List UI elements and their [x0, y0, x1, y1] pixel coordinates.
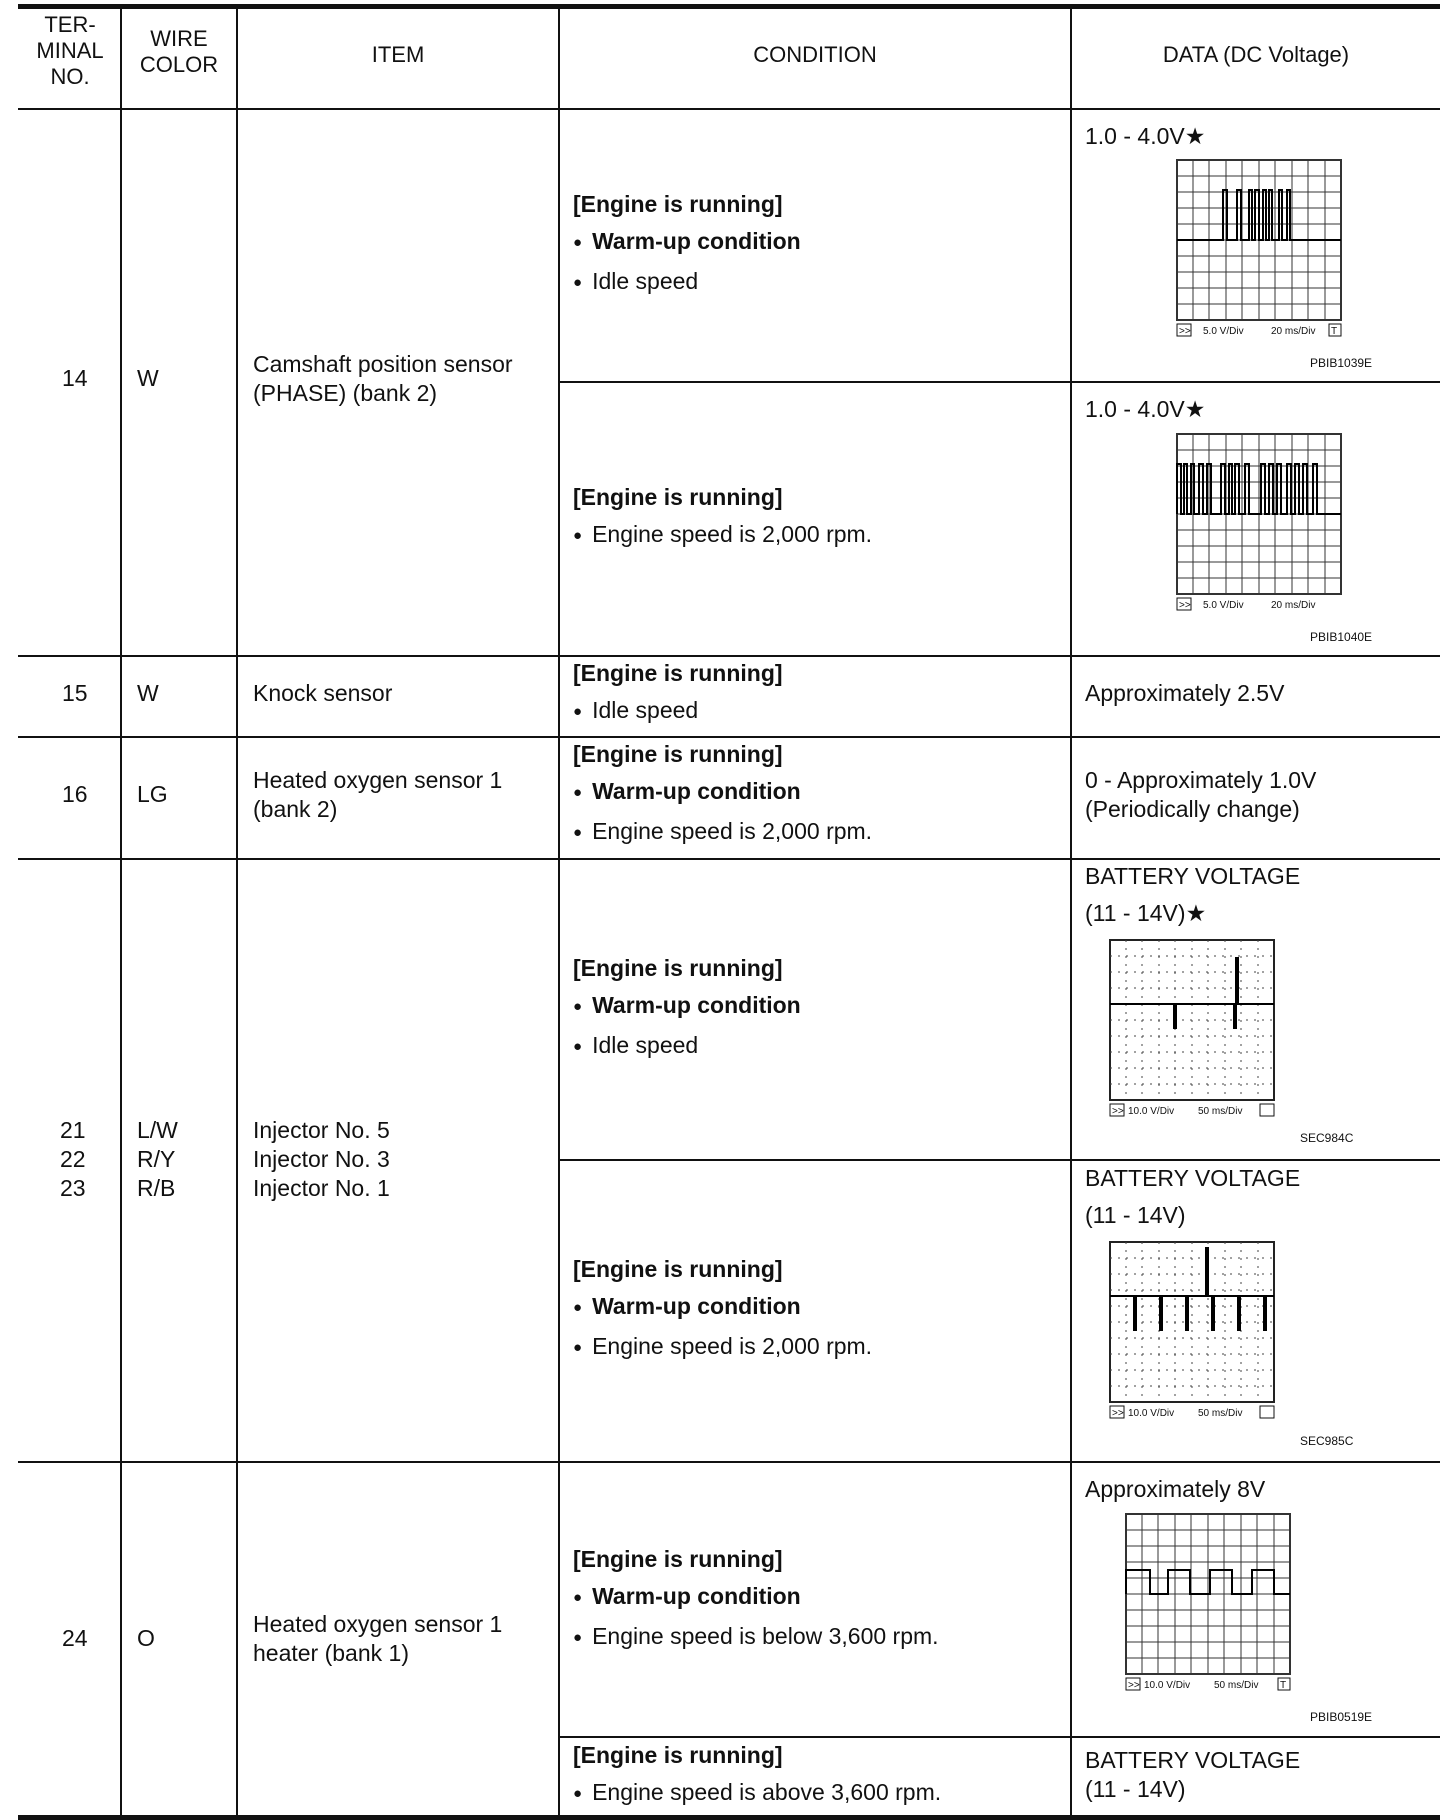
figure-code: SEC984C [1300, 1131, 1354, 1145]
condition: [Engine is running] ● Idle speed [573, 659, 783, 728]
scope-arrow: >> [1112, 1408, 1124, 1419]
figure-code: PBIB1039E [1310, 356, 1373, 370]
table-bottom-border [18, 1815, 1440, 1820]
figure-code: PBIB0519E [1310, 1710, 1373, 1724]
column-divider [236, 4, 238, 1818]
wire-color: O [137, 1625, 155, 1651]
item-name: Injector No. 5 Injector No. 3 Injector No. 1 [253, 1117, 390, 1201]
wire-color: LG [137, 781, 168, 807]
scope-arrow: >> [1128, 1680, 1140, 1691]
header-data: DATA (DC Voltage) [1162, 42, 1350, 67]
data-value: BATTERY VOLTAGE (11 - 14V) [1085, 1747, 1301, 1802]
oscilloscope-waveform [1124, 1512, 1294, 1692]
star-icon: ★ [1184, 123, 1206, 149]
row-divider [18, 655, 1440, 657]
header-wire-color: WIRE COLOR [139, 26, 219, 77]
data-value: BATTERY VOLTAGE (11 - 14V)★ [1085, 863, 1301, 926]
scope-arrow: >> [1112, 1106, 1124, 1117]
terminal-number: 16 [62, 781, 88, 807]
condition: [Engine is running] ● Engine speed is above 3,600 rpm. [573, 1741, 941, 1810]
row-divider [558, 1159, 1440, 1161]
data-value: 1.0 - 4.0V★ [1085, 123, 1206, 149]
oscilloscope-waveform [1175, 158, 1345, 338]
svg-text:10.0 V/Div: 10.0 V/Div [1128, 1408, 1175, 1419]
data-value: Approximately 2.5V [1085, 680, 1285, 706]
terminal-number: 14 [62, 365, 88, 391]
star-icon: ★ [1185, 900, 1207, 926]
data-value: Approximately 8V [1085, 1476, 1266, 1502]
scope-arrow: >> [1179, 600, 1191, 611]
wire-color: W [137, 365, 159, 391]
svg-text:50 ms/Div: 50 ms/Div [1198, 1106, 1243, 1117]
svg-text:20 ms/Div: 20 ms/Div [1271, 326, 1316, 337]
svg-text:50 ms/Div: 50 ms/Div [1198, 1408, 1243, 1419]
row-divider [18, 736, 1440, 738]
row-divider [558, 381, 1440, 383]
column-divider [1070, 4, 1072, 1818]
data-value: 0 - Approximately 1.0V (Periodically change) [1085, 767, 1317, 822]
condition: [Engine is running] ● Warm-up condition ● Engine speed is below 3,600 rpm. [573, 1545, 939, 1654]
svg-text:T: T [1280, 1680, 1287, 1691]
oscilloscope-waveform [1175, 432, 1345, 612]
header-condition: CONDITION [753, 42, 877, 67]
condition: [Engine is running] ● Warm-up condition ● Idle speed [573, 954, 801, 1063]
svg-text:5.0 V/Div: 5.0 V/Div [1203, 326, 1244, 337]
wire-color: L/W R/Y R/B [137, 1117, 178, 1201]
condition: [Engine is running] ● Warm-up condition ● Idle speed [573, 190, 801, 299]
item-name: Camshaft position sensor (PHASE) (bank 2) [253, 351, 513, 406]
svg-text:50 ms/Div: 50 ms/Div [1214, 1680, 1259, 1691]
svg-text:T: T [1331, 326, 1338, 337]
row-divider [558, 1736, 1440, 1738]
figure-code: PBIB1040E [1310, 630, 1373, 644]
scope-arrow: >> [1179, 326, 1191, 337]
table-top-border [18, 4, 1440, 9]
header-item: ITEM [371, 42, 425, 67]
terminal-number: 24 [62, 1625, 88, 1651]
oscilloscope-waveform [1108, 938, 1278, 1118]
svg-text:10.0 V/Div: 10.0 V/Div [1128, 1106, 1175, 1117]
wire-color: W [137, 680, 159, 706]
oscilloscope-waveform [1108, 1240, 1278, 1420]
item-name: Knock sensor [253, 680, 393, 706]
column-divider [120, 4, 122, 1818]
svg-text:10.0 V/Div: 10.0 V/Div [1144, 1680, 1191, 1691]
data-value: BATTERY VOLTAGE (11 - 14V) [1085, 1165, 1301, 1228]
header-divider [18, 108, 1440, 110]
terminal-number: 21 22 23 [60, 1117, 86, 1201]
data-value: 1.0 - 4.0V★ [1085, 396, 1206, 422]
svg-text:5.0 V/Div: 5.0 V/Div [1203, 600, 1244, 611]
terminal-number: 15 [62, 680, 88, 706]
condition: [Engine is running] ● Warm-up condition ● Engine speed is 2,000 rpm. [573, 1255, 872, 1364]
condition: [Engine is running] ● Engine speed is 2,000 rpm. [573, 483, 872, 552]
column-divider [558, 4, 560, 1818]
item-name: Heated oxygen sensor 1 (bank 2) [253, 767, 503, 822]
condition: [Engine is running] ● Warm-up condition ● Engine speed is 2,000 rpm. [573, 740, 872, 849]
star-icon: ★ [1184, 396, 1206, 422]
header-terminal: TER- MINAL NO. [36, 12, 104, 89]
row-divider [18, 1461, 1440, 1463]
figure-code: SEC985C [1300, 1434, 1354, 1448]
svg-text:20 ms/Div: 20 ms/Div [1271, 600, 1316, 611]
item-name: Heated oxygen sensor 1 heater (bank 1) [253, 1611, 503, 1666]
row-divider [18, 858, 1440, 860]
